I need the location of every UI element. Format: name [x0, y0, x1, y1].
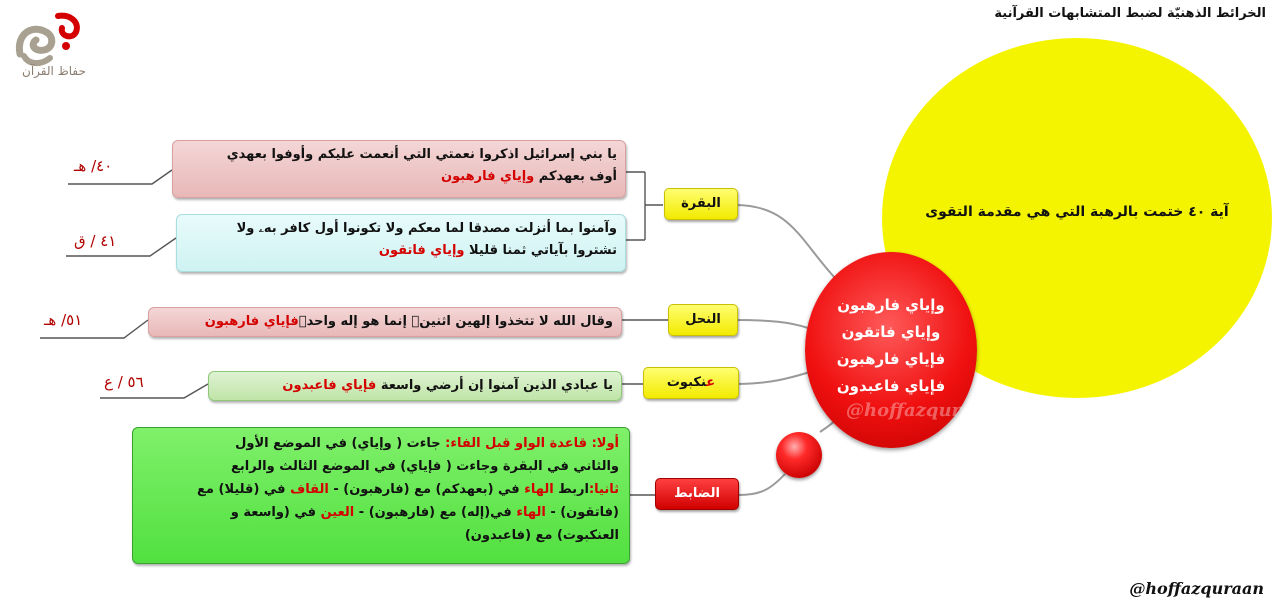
verse-line: أوف بعهدكم وإياي فارهبون [441, 169, 617, 184]
logo-text: حفاظ القرآن [22, 64, 86, 78]
ref-baqara-40: ٤٠/ هـ [74, 157, 113, 175]
central-line: وإياي فاتقون [841, 323, 941, 341]
link-ankabut [735, 372, 810, 384]
verse-nahl-51: وقال الله لا تتخذوا إلهين اثنينۖ إنما هو إله واحدۖفإياي فارهبون [148, 307, 622, 337]
red-ball-node [776, 432, 822, 478]
verse-highlight: فإياي فارهبون [204, 314, 299, 329]
watermark: @hoffazquraan [1129, 579, 1264, 598]
ref-nahl-51: ٥١/ هـ [44, 311, 83, 329]
central-node-text [808, 292, 974, 400]
verse-baqara-41 [176, 214, 626, 272]
topic-text: آية ٤٠ ختمت بالرهبة التي هي مقدمة التقوى [925, 204, 1229, 220]
central-line: فإياي فاعبدون [836, 377, 946, 395]
verse-line: تشتروا بآياتي ثمنا قليلا وإياي فاتقون [378, 243, 617, 258]
rule-line-3: ثانيا:اربط الهاء في (بعهدكم) مع (فارهبون) - القاف في (قليلا) مع [197, 482, 619, 497]
label-ankabut-letter: ع [706, 375, 716, 390]
verse-line: يا بني إسرائيل اذكروا نعمتي التي أنعمت عليكم وأوفوا بعهدي [226, 147, 617, 162]
ref-ankabut-56: ٥٦ / ع [104, 373, 144, 391]
link-nahl [735, 320, 808, 328]
verse-ankabut-56: يا عبادي الذين آمنوا إن أرضي واسعة فإياي فاعبدون [208, 371, 622, 401]
central-line: فإياي فارهبون [836, 350, 946, 368]
rule-box [132, 427, 630, 564]
rule-line-5: العنكبوت) مع (فاعبدون) [464, 528, 619, 543]
label-nahl: النحل [668, 304, 738, 336]
watermark-center: @hoffazquraan [846, 400, 998, 421]
link-baqara [735, 205, 835, 278]
label-baqara: البقرة [664, 188, 738, 220]
page-title: الخرائط الذهنيّة لضبط المتشابهات القرآنية [994, 6, 1266, 21]
link-dabit [738, 474, 785, 495]
label-ankabut [643, 367, 739, 399]
ref-baqara-41: ٤١ / ق [74, 232, 117, 250]
rule-line-2: والثاني في البقرة وجاءت ( فإياي) في الموضع الثالث والرابع [231, 459, 619, 474]
verse-baqara-40 [172, 140, 626, 198]
rule-line-1: أولا: قاعدة الواو قبل الفاء: جاءت ( وإياي) في الموضع الأول [235, 436, 619, 451]
rule-line-4: (فاتقون) - الهاء في(إله) مع (فارهبون) - العين في (واسعة و [230, 505, 619, 520]
label-ankabut-rest: نكبوت [666, 375, 707, 390]
verse-highlight: فإياي فاعبدون [282, 378, 377, 393]
label-dabit: الضابط [655, 478, 739, 510]
central-line: وإياي فارهبون [837, 296, 945, 314]
baqara-bracket [626, 172, 663, 240]
verse-highlight: وإياي فارهبون [441, 169, 535, 184]
verse-highlight: وإياي فاتقون [378, 243, 465, 258]
verse-line: وآمنوا بما أنزلت مصدقا لما معكم ولا تكونوا أول كافر بهۦ ولا [236, 221, 617, 236]
